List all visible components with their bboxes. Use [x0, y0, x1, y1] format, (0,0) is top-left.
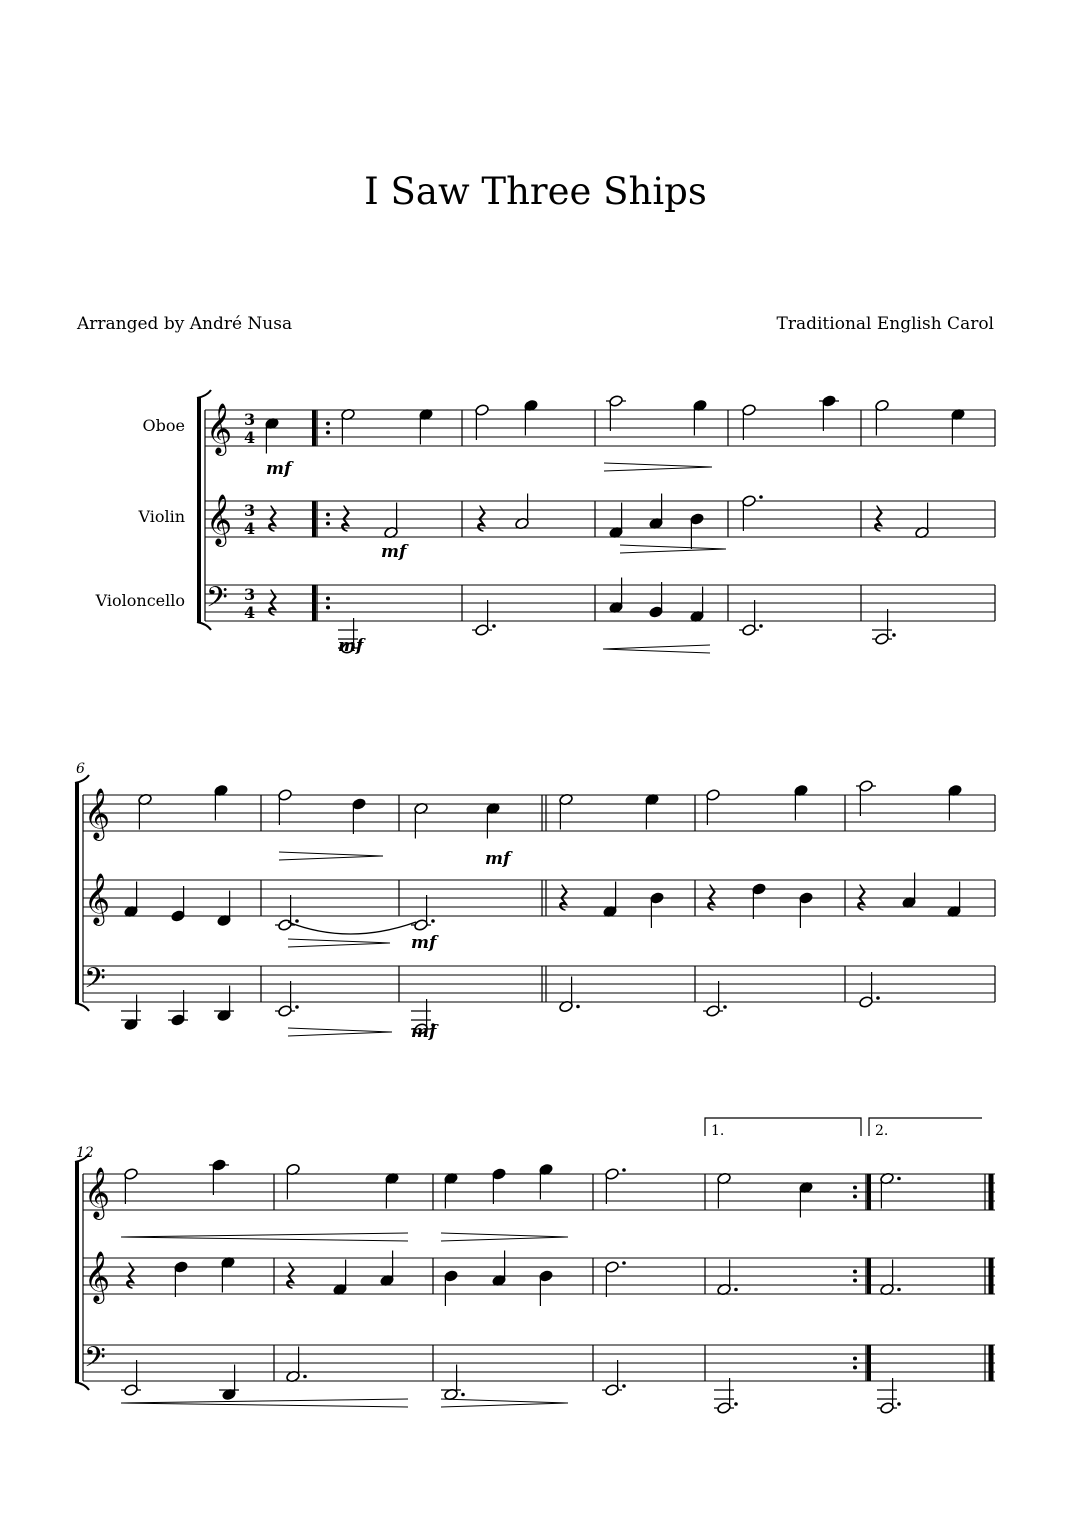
note: [559, 977, 580, 1013]
hairpin-line: [288, 1032, 392, 1036]
treble-clef: 𝄞: [84, 1167, 111, 1218]
dot: [876, 996, 880, 1000]
hairpin-line: [288, 943, 390, 947]
hairpin-line: [441, 1237, 568, 1241]
measure-number-6: 6: [76, 761, 85, 777]
dynamic-mf: mf: [266, 459, 292, 479]
dot: [295, 919, 299, 923]
instrument-name-oboe: Oboe: [142, 416, 185, 435]
bracket-bottom: [197, 622, 211, 630]
note: [752, 883, 767, 919]
decrescendo-violin: [620, 545, 726, 553]
note: [124, 882, 139, 918]
staff-system3-0: [83, 1174, 995, 1210]
note: [385, 1172, 400, 1208]
dot: [723, 1005, 727, 1009]
treble-clef: 𝄞: [84, 873, 111, 924]
repeat-dot: [853, 1357, 857, 1361]
dot: [897, 1402, 901, 1406]
crescendo-oboe-3: [121, 1233, 408, 1241]
note: [649, 582, 664, 618]
hairpin-line: [279, 856, 383, 860]
repeat-dot: [326, 606, 330, 610]
note: [174, 1261, 189, 1297]
dot: [759, 495, 763, 499]
note: [209, 1159, 229, 1195]
note: [717, 1260, 738, 1296]
note: [859, 972, 880, 1008]
decrescendo-oboe-3: [441, 1233, 568, 1241]
dot: [622, 1384, 626, 1388]
note: [221, 1256, 236, 1292]
staff-system2-1: [83, 880, 995, 916]
time-sig-num: 3: [244, 410, 256, 429]
treble-clef: 𝄞: [206, 494, 233, 545]
note: [609, 578, 624, 614]
bracket-bottom: [75, 1003, 89, 1011]
dynamic-mf: mf: [338, 636, 364, 656]
dot: [892, 633, 896, 637]
note: [486, 802, 501, 838]
hairpin-line: [603, 649, 710, 653]
hairpin-line: [441, 1233, 568, 1237]
dot: [734, 1288, 738, 1292]
note: [275, 895, 299, 931]
bass-clef: 𝄢: [206, 581, 228, 621]
decrescendo-cello-2: [288, 1028, 392, 1036]
note: [602, 1360, 626, 1396]
note: [171, 886, 186, 922]
note: [703, 981, 727, 1017]
note: [214, 784, 229, 820]
dot: [622, 1168, 626, 1172]
staff-system2-0: [83, 795, 995, 831]
arranger-credit: Arranged by André Nusa: [77, 314, 293, 334]
note: [539, 1163, 554, 1199]
dot: [492, 624, 496, 628]
treble-clef: 𝄞: [84, 788, 111, 839]
instrument-name-violin: Violin: [138, 507, 185, 526]
note: [492, 1251, 507, 1287]
note: [472, 600, 496, 636]
dynamic-mf: mf: [411, 933, 437, 953]
hairpin-line: [620, 549, 726, 553]
note: [515, 494, 530, 530]
dot: [303, 1375, 307, 1379]
repeat-dot: [326, 431, 330, 435]
dynamic-mf: mf: [381, 542, 407, 562]
dot: [576, 1005, 580, 1009]
dot: [897, 1177, 901, 1181]
note: [880, 1172, 901, 1208]
note: [278, 789, 293, 825]
treble-clef: 𝄞: [84, 1251, 111, 1302]
note: [856, 780, 876, 816]
note: [444, 1172, 459, 1208]
repeat-dot: [853, 1279, 857, 1283]
note: [524, 399, 539, 435]
note: [286, 1347, 307, 1383]
note: [706, 789, 721, 825]
note: [124, 1168, 139, 1204]
note: [333, 1260, 348, 1296]
repeat-dot: [326, 513, 330, 517]
hairpin-line: [288, 939, 390, 943]
note: [606, 395, 626, 431]
time-sig-num: 3: [244, 585, 256, 604]
repeat-dot: [326, 522, 330, 526]
decrescendo-violin-2: [288, 939, 390, 947]
bass-clef: 𝄢: [84, 1341, 106, 1381]
note: [341, 408, 356, 444]
decrescendo-oboe: [604, 463, 712, 471]
instrument-name-violoncello: Violoncello: [95, 591, 185, 610]
note: [138, 793, 153, 829]
dot: [897, 1288, 901, 1292]
treble-clef: 𝄞: [206, 403, 233, 454]
note: [690, 513, 705, 549]
note: [951, 408, 966, 444]
note: [902, 873, 917, 909]
staff-system3-1: [83, 1258, 995, 1294]
bass-clef: 𝄢: [84, 962, 106, 1002]
volta-label-2: 2.: [875, 1123, 889, 1139]
tie: [288, 922, 416, 934]
staff-system1-2: [205, 585, 995, 621]
note: [605, 1168, 626, 1204]
staff-system2-2: [83, 966, 995, 1002]
dot: [759, 624, 763, 628]
crescendo-cello: [603, 645, 710, 653]
dot: [431, 919, 435, 923]
note: [414, 802, 429, 838]
dynamic-mf: mf: [411, 1022, 437, 1042]
note: [739, 600, 763, 636]
hairpin-line: [604, 463, 712, 467]
note: [384, 503, 399, 539]
hairpin-line: [288, 1028, 392, 1032]
note: [609, 503, 624, 539]
note: [539, 1270, 554, 1306]
hairpin-line: [603, 645, 710, 649]
hairpin-line: [604, 467, 712, 471]
note: [880, 1260, 901, 1296]
decrescendo-oboe-2: [279, 852, 383, 860]
dot: [295, 1005, 299, 1009]
note: [275, 981, 299, 1017]
note: [380, 1251, 395, 1287]
note: [649, 494, 664, 530]
note: [121, 1360, 141, 1396]
repeat-dot: [853, 1186, 857, 1190]
note: [411, 895, 435, 931]
note: [690, 587, 705, 623]
decrescendo-cello-3: [441, 1399, 568, 1407]
note: [645, 793, 660, 829]
volta-bracket-1: [705, 1118, 861, 1136]
note: [717, 1172, 732, 1208]
note: [603, 882, 618, 918]
score-title: I Saw Three Ships: [364, 170, 707, 213]
hairpin-line: [121, 1399, 408, 1403]
time-sig-den: 4: [244, 603, 256, 622]
hairpin-line: [121, 1233, 408, 1237]
hairpin-line: [121, 1403, 408, 1407]
note: [819, 395, 839, 431]
repeat-dot: [326, 597, 330, 601]
note: [799, 1181, 814, 1217]
hairpin-line: [121, 1237, 408, 1241]
note: [121, 995, 141, 1031]
note: [265, 417, 280, 453]
measure-number-12: 12: [76, 1145, 94, 1161]
note: [492, 1168, 507, 1204]
composer-credit: Traditional English Carol: [776, 314, 994, 334]
note: [742, 404, 757, 440]
repeat-dot: [853, 1366, 857, 1370]
note: [219, 1365, 239, 1401]
score-systems: [75, 390, 995, 1414]
note: [714, 1378, 738, 1414]
note: [948, 784, 963, 820]
hairpin-line: [620, 545, 726, 549]
note: [217, 891, 232, 927]
note: [875, 399, 890, 435]
note: [650, 892, 665, 928]
note: [352, 798, 367, 834]
repeat-dot: [326, 422, 330, 426]
hairpin-line: [279, 852, 383, 856]
note: [168, 990, 188, 1026]
note: [947, 882, 962, 918]
note: [693, 399, 708, 435]
hairpin-line: [441, 1399, 568, 1403]
note: [441, 1365, 465, 1401]
note: [877, 1378, 901, 1414]
dot: [734, 1402, 738, 1406]
volta-label-1: 1.: [711, 1123, 725, 1139]
note: [559, 793, 574, 829]
crescendo-cello-3: [121, 1399, 408, 1407]
bracket-bottom: [75, 1382, 89, 1390]
dot: [622, 1261, 626, 1265]
note: [742, 495, 763, 531]
note: [475, 404, 490, 440]
repeat-dot: [853, 1270, 857, 1274]
note: [915, 503, 930, 539]
time-sig-den: 4: [244, 428, 256, 447]
dot: [461, 1393, 465, 1397]
time-sig-den: 4: [244, 519, 256, 538]
dynamic-mf: mf: [485, 849, 511, 869]
note: [286, 1163, 301, 1199]
note: [419, 408, 434, 444]
hairpin-line: [441, 1403, 568, 1407]
note: [872, 609, 896, 645]
repeat-dot: [853, 1195, 857, 1199]
note: [799, 892, 814, 928]
note: [605, 1261, 626, 1297]
bracket-top: [197, 390, 211, 398]
time-sig-num: 3: [244, 501, 256, 520]
staff-system3-2: [83, 1345, 995, 1381]
note: [214, 986, 234, 1022]
note: [444, 1270, 459, 1306]
note: [794, 784, 809, 820]
